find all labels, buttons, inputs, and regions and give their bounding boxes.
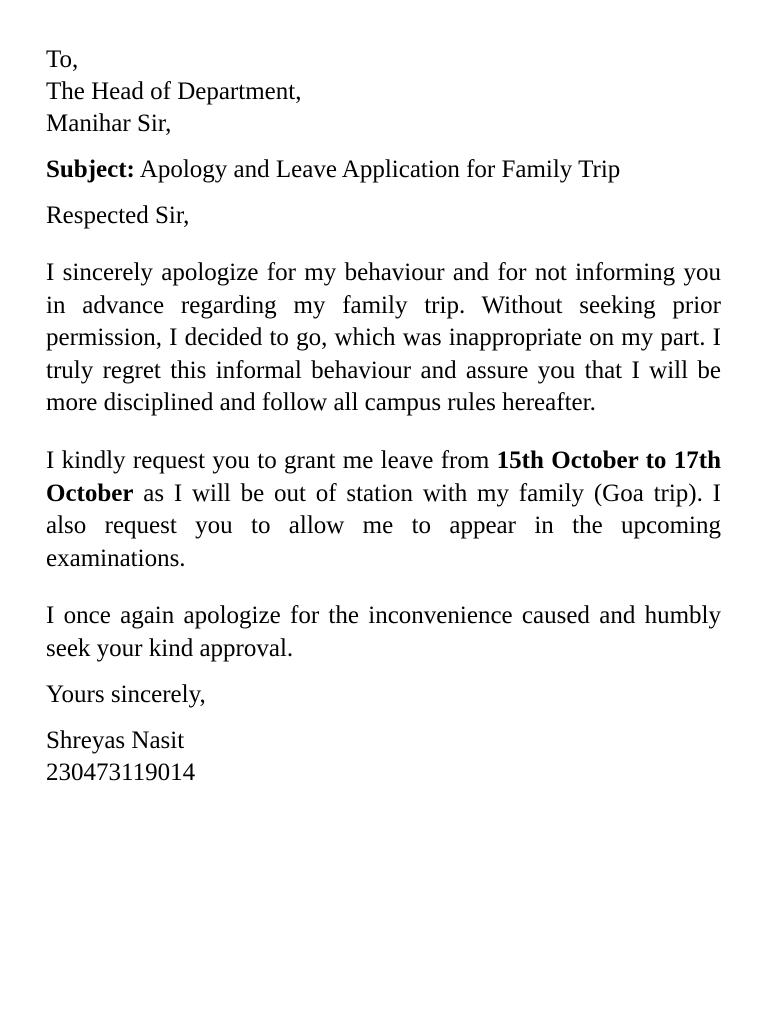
paragraph-closing-apology: I once again apologize for the inconvenience caused and humbly seek your kind approval. — [46, 602, 721, 662]
subject-label: Subject: — [46, 156, 135, 183]
sender-name: Shreyas Nasit — [46, 726, 185, 754]
leave-dates: 15th October to 17th October — [46, 446, 721, 507]
leave-request-details: as I will be out of station with my family (Goa trip). I also request you to allow me to appear in the upcoming examinations. — [46, 479, 721, 572]
address-recipient-name: Manihar Sir, — [46, 110, 172, 137]
subject-line — [46, 154, 721, 186]
subject-text: Apology and Leave Application for Family Trip — [134, 156, 621, 183]
signature-block — [46, 725, 721, 789]
address-recipient-title: The Head of Department, — [46, 78, 302, 105]
letter-page — [46, 44, 721, 789]
sender-id: 230473119014 — [46, 758, 196, 786]
complimentary-close: Yours sincerely, — [46, 680, 206, 708]
address-to: To, — [46, 46, 79, 73]
recipient-address — [46, 44, 721, 140]
paragraph-leave-request — [46, 445, 721, 575]
salutation: Respected Sir, — [46, 202, 190, 229]
leave-request-intro: I kindly request you to grant me leave from — [46, 446, 497, 474]
paragraph-apology: I sincerely apologize for my behaviour and for not informing you in advance regarding my family trip. Without seeking prior permission, I decided to go, which was inappropriate on my part. I truly regret this informal behaviour and assure you that I will be more disciplined and follow all campus rules hereafter. — [46, 259, 721, 417]
